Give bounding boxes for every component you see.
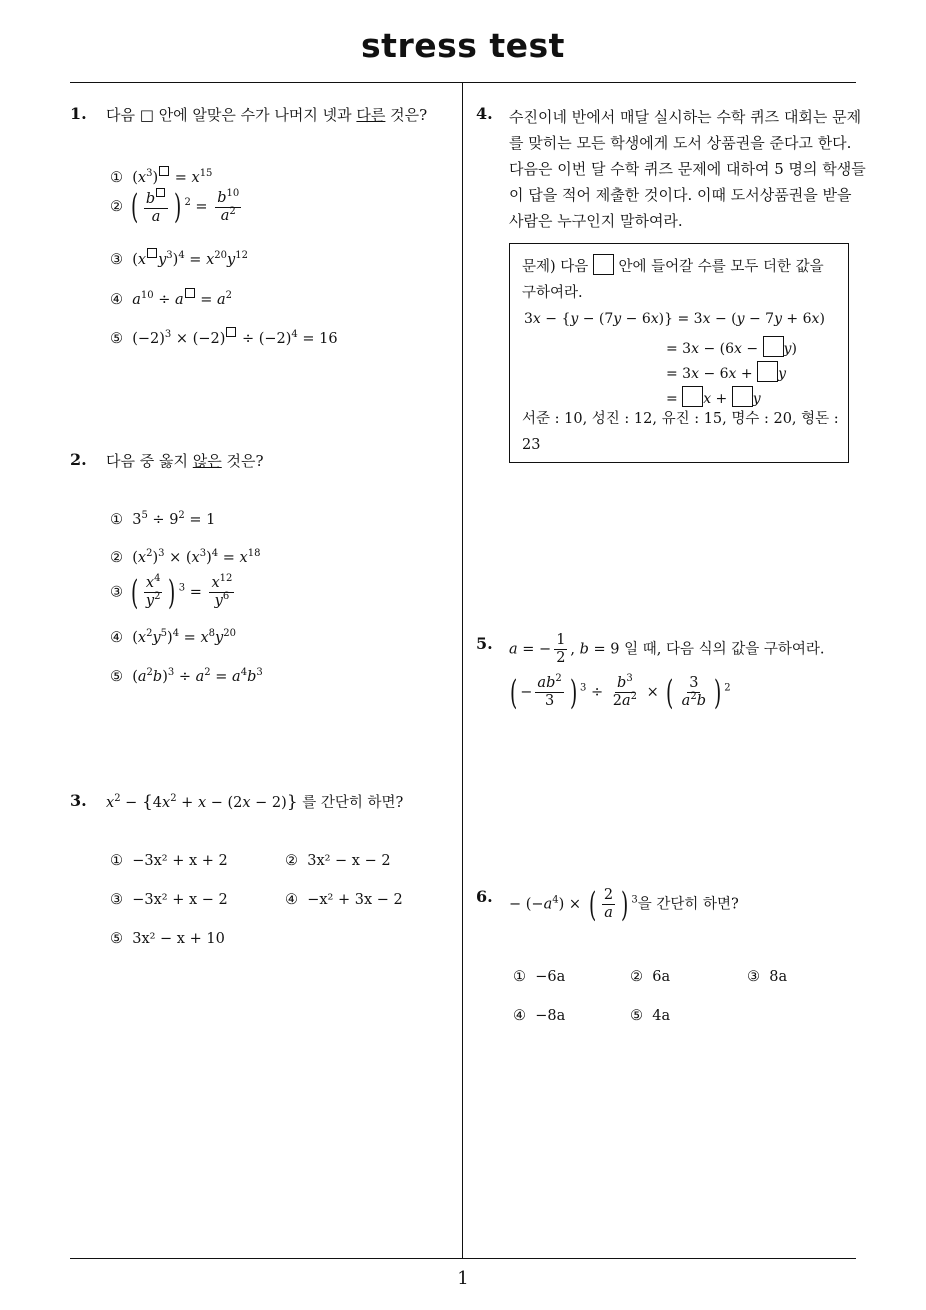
q6-option-5[interactable]: ⑤ 4a — [630, 1008, 671, 1024]
q4-number: 4. — [476, 104, 493, 123]
q1-text-after: 것은? — [385, 106, 428, 124]
q1-text-before: 다음 □ 안에 알맞은 수가 나머지 넷과 — [106, 106, 357, 124]
q1-option-5[interactable]: ⑤ $(-2)^3 \times (-2) \div (-2)^4 = 16$ — [110, 329, 338, 347]
q5-text: a = − $\frac{1}{2}$ , b = 9 일 때, 다음 식의 값을 구하여라. — [509, 632, 825, 666]
answer-box — [763, 336, 784, 357]
q3-option-1[interactable]: ① −3x² + x + 2 — [110, 853, 228, 869]
q4-answers-line-2: 23 — [522, 437, 541, 453]
q4-equation-line-2: = 3x − (6x − y) — [666, 336, 797, 357]
answer-box — [593, 254, 614, 275]
q6-text: − $(-a^4)$ × ( $\frac{2}{a}$ ) $^3$을 간단히 하면? — [509, 884, 739, 925]
page-number: 1 — [457, 1268, 469, 1289]
q1-option-1[interactable]: ① $(x^3) = x^{15}$ — [110, 168, 213, 186]
answer-box — [682, 386, 703, 407]
q3-option-3[interactable]: ③ −3x² + x − 2 — [110, 892, 228, 908]
q3-option-4[interactable]: ④ −x² + 3x − 2 — [285, 892, 403, 908]
q1-option-4[interactable]: ④ $a^{10} \div a = a^2$ — [110, 290, 233, 308]
q1-text — [106, 105, 427, 125]
q4-equation-line-3: = 3x − 6x + y — [666, 361, 786, 382]
footer-rule — [70, 1258, 856, 1259]
q4-equation-line-4: = x + y — [666, 386, 761, 407]
q2-number: 2. — [70, 450, 87, 469]
q2-option-2[interactable]: ② $(x^2)^3 \times (x^3)^4 = x^{18}$ — [110, 548, 261, 566]
q2-option-3[interactable]: ③ ( $\frac{x^4}{y^2}$ ) $^3$ = $\frac{x^{12}}{y^6}$ — [110, 572, 233, 613]
answer-box — [757, 361, 778, 382]
q3-text: $x^2 - \{4x^2 + x - (2x - 2)\}$ 를 간단히 하면? — [106, 792, 404, 812]
q6-number: 6. — [476, 887, 493, 906]
q6-option-1[interactable]: ① −6a — [513, 969, 566, 985]
q2-option-5[interactable]: ⑤ $(a^2b)^3 \div a^2 = a^4b^3$ — [110, 667, 263, 685]
q1-number: 1. — [70, 104, 87, 123]
q3-option-2[interactable]: ② 3x² − x − 2 — [285, 853, 391, 869]
q1-text-underlined: 다른 — [356, 106, 386, 124]
answer-box — [732, 386, 753, 407]
q2-option-1[interactable]: ① $3^5 \div 9^2 = 1$ — [110, 510, 216, 528]
q2-text: 다음 중 옳지 않은 것은? — [106, 452, 264, 470]
q2-option-4[interactable]: ④ $(x^2y^5)^4 = x^8y^{20}$ — [110, 628, 236, 646]
q4-answers-line-1: 서준 : 10, 성진 : 12, 유진 : 15, 명수 : 20, 형돈 : — [522, 411, 839, 427]
header-rule — [70, 82, 856, 83]
q4-problem-text-2: 구하여라. — [522, 285, 583, 301]
q3-number: 3. — [70, 791, 87, 810]
q4-equation-line-1: 3x − {y − (7y − 6x)} = 3x − (y − 7y + 6x) — [524, 311, 825, 327]
q4-text: 수진이네 반에서 매달 실시하는 수학 퀴즈 대회는 문제 를 맞히는 모든 학생에게 도서 상품권을 준다고 한다. 다음은 이번 달 수학 퀴즈 문제에 대하여 5 명의 학생들 이 답을 적어 제출한 것이다. 이때 도서상품권을 받을 사람은 누구인지 말하여라. — [509, 108, 866, 230]
q5-expression: ( − $\frac{ab^2}{3}$ ) $^3$ ÷ $\frac{b^3}{2a^2}$ × ( $\frac{3}{a^2b}$ ) $^2$ — [509, 672, 731, 713]
q3-option-5[interactable]: ⑤ 3x² − x + 10 — [110, 931, 225, 947]
q1-option-2[interactable]: ② ( $\frac{b}{a}$ ) $^2$ = $\frac{b^{10}}{a^2}$ — [110, 187, 240, 227]
q5-number: 5. — [476, 634, 493, 653]
q1-option-3[interactable]: ③ (x $y^3)^4 = x^{20}y^{12}$ — [110, 250, 248, 268]
q6-option-2[interactable]: ② 6a — [630, 969, 671, 985]
q6-option-4[interactable]: ④ −8a — [513, 1008, 566, 1024]
q4-problem-text: 문제) 다음 안에 들어갈 수를 모두 더한 값을 — [522, 254, 824, 280]
column-divider — [462, 83, 463, 1259]
page-title: stress test — [361, 26, 565, 65]
q6-option-3[interactable]: ③ 8a — [747, 969, 788, 985]
